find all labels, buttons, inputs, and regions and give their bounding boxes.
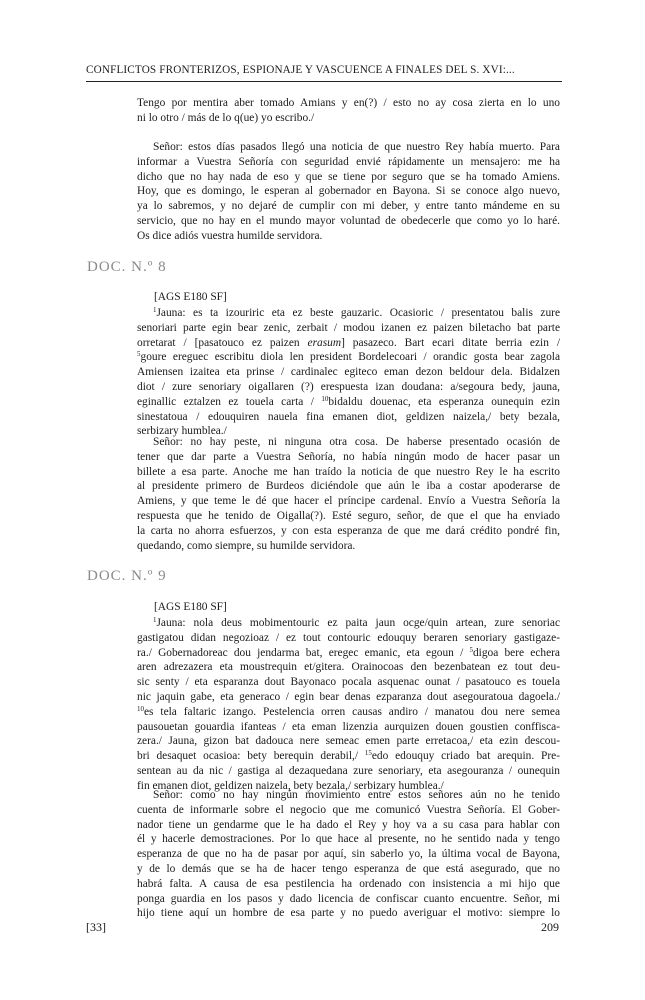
text-line: nic jaquin gabe, eta generaco / egin bear denas ezparanza dout asegouratoua dagoela./ <box>137 690 560 703</box>
top-paragraph-1 <box>137 96 560 126</box>
text-line: orretarat / [pasatouco ez paizen erasum] pasazeco. Bart ecari ditate berria ezin / <box>137 336 560 349</box>
text-line: bri desaquet ocasioa: bety berequin derabil,/ $^{15}$edo edouquy criado bat arequin. Pre- <box>137 749 560 763</box>
text-line: fin emanen diot, geldizen naizela, bety bezala,/ serbizary humblea./ <box>137 779 444 792</box>
running-head: CONFLICTOS FRONTERIZOS, ESPIONAJE Y VASCUENCE A FINALES DEL S. XVI:... <box>86 64 515 76</box>
text-line: ra./ Gobernadoreac dou jendarma bat, eregec emanic, eta egoun / $^5$digoa bere echera <box>137 645 560 659</box>
doc-9-archive-reference: [AGS E180 SF] <box>154 601 227 613</box>
text-line: cuenta de informarle sobre el negocio que me comunicó Vuestra Señoría. El Gober- <box>137 803 560 816</box>
text-line: $^1$Jauna: es ta izouriric eta ez beste gauzaric. Ocasioric / presentatou balis zure <box>153 306 560 319</box>
text-line: eginallic eztalzen ez touela carta / $^{10}$bidaldu douenac, eta esperanza ounequin ezin <box>137 394 560 408</box>
text-line: serbizary humblea./ <box>137 425 227 438</box>
text-line: sentean au da nic / gastiga al dezaquedana zure senoriary, eta asegouranza / ounequin <box>137 764 560 777</box>
text-line: senoriari parte egin bear zenic, zerbait / modou izanen ez paizen biletacho bat parte <box>137 321 560 334</box>
text-line: ya lo sabremos, y no dejaré de cumplir con mi deber, y entre tanto mándeme en su <box>137 200 560 213</box>
text-line: aren adrezazera eta moustrequin et/gitera. Orainocoas den bezenbatean ez tout deu- <box>137 661 560 674</box>
text-line: Amiens, y que teme le dé que hacer el príncipe cardenal. Envío a Vuestra Señoría la <box>137 495 560 508</box>
text-line: zera./ Jauna, gizon bat dadouca nere semeac emen parte erretacoa,/ eta ezin descou- <box>137 735 560 748</box>
line-number: 1 <box>153 306 157 314</box>
doc-8-basque-text <box>137 306 560 439</box>
doc-9-heading: DOC. N.º 9 <box>87 568 167 584</box>
line-number: 1 <box>153 616 157 624</box>
text-line: ponga guardia en los pasos y dado licencia de confiscar cuanto encuentre. Señor, mi <box>137 892 560 905</box>
text-line: y de lo demás que se ha de hacer tengo esperanza de que está asegurado, que no <box>137 862 560 875</box>
text-line: quedando, como siempre, su humilde servidora. <box>137 539 356 552</box>
text-line: Señor: no hay peste, ni ninguna otra cosa. De haberse presentado ocasión de <box>153 436 560 448</box>
erasum-note: erasum <box>307 336 342 349</box>
text-line: dicho que no hay nada de eso y que se tiene por seguro que se ha tomado Amiens. <box>137 170 560 183</box>
line-number: 5 <box>137 350 141 359</box>
text-line: $^1$Jauna: nola deus mobimentouric ez paita jaun ocge/quin artean, zure senoriac <box>153 616 560 629</box>
text-line: diot / zure senoriary oigallaren (?) erespuesta izan doudana: a/segoura bedy, jauna, <box>137 380 560 393</box>
text-line: ni lo otro / más de lo q(ue) yo escribo./ <box>137 111 315 124</box>
doc-8-spanish-translation <box>137 435 560 553</box>
line-number: 5 <box>469 645 473 654</box>
text-line: tener que dar parte a Vuestra Señoría, no había ningún modo de hacer pasar un <box>137 450 560 463</box>
text-line: Amiensen izaitea eta prinse / cardinalec egiteco eman dezon beldour dela. Bidalzen <box>137 366 560 379</box>
page-number: 209 <box>541 920 559 934</box>
text-line: Hoy, que es domingo, le esperan al gobernador en Bayona. Si se conoce algo nuevo, <box>137 185 560 198</box>
text-line: respuesta que he tenido de Oigalla(?). Esté seguro, señor, de que el que ha enviado <box>137 509 560 522</box>
line-number: 10 <box>137 704 144 713</box>
text-line: Os dice adiós vuestra humilde servidora. <box>137 229 323 242</box>
text-line: habrá falta. A causa de esa pestilencia ha ordenado con insistencia a mi hijo que <box>137 877 560 890</box>
text-line: nador tiene un gendarme que le ha dado el Rey y hoy va a su casa para hablar con <box>137 818 560 831</box>
text-line: esperanza de que no ha de pasar por aquí, sin saberlo yo, la última vocal de Bayona, <box>137 848 560 861</box>
text-line: servicio, que no hay en el mundo mayor voluntad de obedecerle que como yo lo haré. <box>137 214 560 227</box>
text-line: Señor: como no hay ningún movimiento entre estos señores aún no he tenido <box>153 789 560 801</box>
text-line: $^{10}$es tela faltaric izango. Pestelencia orren causas andiro / manatou dou nere semea <box>137 704 560 718</box>
text-line: Tengo por mentira aber tomado Amians y en(?) / esto no ay cosa zierta en lo uno <box>137 97 560 109</box>
text-line: sic senty / eta esparanza dout Bayonaco pocala asquenac ounat / pasatouco es touela <box>137 676 560 689</box>
text-line: pausouetan gouardia ifanteas / eta eman lizenzia aurquizen douen goustien conffisca- <box>137 720 560 733</box>
text-line: $^5$goure ereguec escribitu diola len president Bordelecoari / orandic gosta bear zagola <box>137 350 560 364</box>
doc-9-spanish-translation <box>137 788 560 921</box>
doc-8-heading: DOC. N.º 8 <box>87 259 167 275</box>
text-line: él y hacerle demostraciones. Por lo que hace al presente, no he sentido nada y tengo <box>137 833 560 846</box>
text-line: informar a Vuestra Señoría con seguridad envié rápidamente un mensajero: me ha <box>137 155 560 168</box>
top-paragraph-2 <box>137 140 560 244</box>
text-line: gastigatou didan negozioaz / ez tout contouric edouquy beraren senoriary gastigaze- <box>137 631 560 644</box>
page-folio-bracketed: [33] <box>86 920 106 934</box>
line-number: 15 <box>364 749 372 758</box>
text-line: al presidente primero de Burdeos diciéndole que aún le iba a costar apoderarse de <box>137 480 560 493</box>
doc-9-basque-text <box>137 616 560 794</box>
header-rule <box>86 81 562 82</box>
text-line: Señor: estos días pasados llegó una noticia de que nuestro Rey había muerto. Para <box>153 141 560 153</box>
line-number: 10 <box>321 394 329 403</box>
text-line: la carta no ahorra esfuerzos, y con esta esperanza de que me dará crédito pondré fin, <box>137 524 560 537</box>
text-line: billete a esa parte. Anoche me han traído la noticia de que nuestro Rey le ha escrito <box>137 465 560 478</box>
text-line: sinestatoua / edouquiren nauela fina emanen diot, geldizen naizela,/ bety bezala, <box>137 410 560 423</box>
doc-8-archive-reference: [AGS E180 SF] <box>154 291 227 303</box>
text-line: hijo tiene aquí un hombre de esa parte y no puedo averiguar el motivo: siempre lo <box>137 907 560 920</box>
